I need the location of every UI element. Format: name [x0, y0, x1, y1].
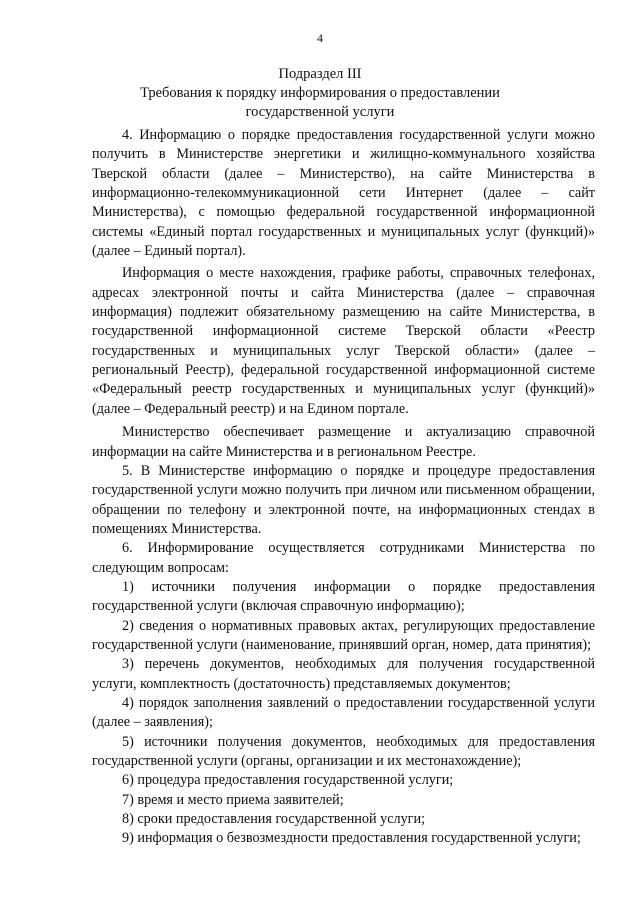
paragraph-item-5: 5. В Министерстве информацию о порядке и процедуре предоставления государственной услуги можно получить при личном или письменном обращении, обращении по телефону и электронной почте, на информационных стендах в помещениях Министерства.: [92, 462, 595, 537]
paragraph-reference-info: Информация о месте нахождения, графике работы, справочных телефонах, адресах электронной почты и сайта Министерства (далее – справочная информация) подлежит обязательному размещению на сайте Министерства, в государственной информационной системе Тверской области «Реестр государственных и муниципальных услуг Тверской области» (далее – региональный Реестр), федеральной государственной информационной системе «Федеральный реестр государственных и муниципальных услуг (функций)» (далее – Федеральный реестр) и на Едином портале.: [92, 265, 595, 417]
paragraph-item-4: 4. Информацию о порядке предоставления государственной услуги можно получить в Министерстве энергетики и жилищно-коммунального хозяйства Тверской области (далее – Министерство), на сайте Министерства в информационно-телекоммуникационной сети Интернет (далее – сайт Министерства), с помощью федеральной государственной информационной системы «Единый портал государственных и муниципальных услуг (функций)» (далее – Единый портал).: [92, 127, 595, 260]
list-item-4: 4) порядок заполнения заявлений о предоставлении государственной услуги (далее – заявления);: [92, 694, 595, 731]
list-item-5: 5) источники получения документов, необходимых для предоставления государственной услуги (органы, организации и их местонахождение);: [92, 733, 595, 769]
subsection-title: Подраздел III: [278, 66, 362, 82]
section-title-line-2: государственной услуги: [245, 104, 395, 120]
section-heading: [0, 65, 640, 122]
list-item-6: 6) процедура предоставления государственной услуги;: [122, 772, 454, 789]
page-number: 4: [317, 31, 323, 45]
section-title-line-1: Требования к порядку информирования о предоставлении: [140, 85, 500, 101]
paragraph-ministry-updates: Министерство обеспечивает размещение и актуализацию справочной информации на сайте Министерства и в региональном Реестре.: [92, 424, 595, 460]
list-item-3: 3) перечень документов, необходимых для получения государственной услуги, комплектность (достаточность) представляемых документов;: [92, 656, 595, 692]
list-item-8: 8) сроки предоставления государственной услуги;: [122, 811, 426, 828]
paragraph-item-6: 6. Информирование осуществляется сотрудниками Министерства по следующим вопросам:: [92, 540, 595, 576]
list-item-7: 7) время и место приема заявителей;: [122, 791, 344, 808]
document-body: [92, 126, 595, 849]
list-item-2: 2) сведения о нормативных правовых актах, регулирующих предоставление государственной услуги (наименование, принявший орган, номер, дата принятия);: [92, 617, 595, 653]
list-item-9: 9) информация о безвозмездности предоставления государственной услуги;: [122, 830, 581, 847]
list-item-1: 1) источники получения информации о порядке предоставления государственной услуги (включая справочную информацию);: [92, 578, 595, 615]
